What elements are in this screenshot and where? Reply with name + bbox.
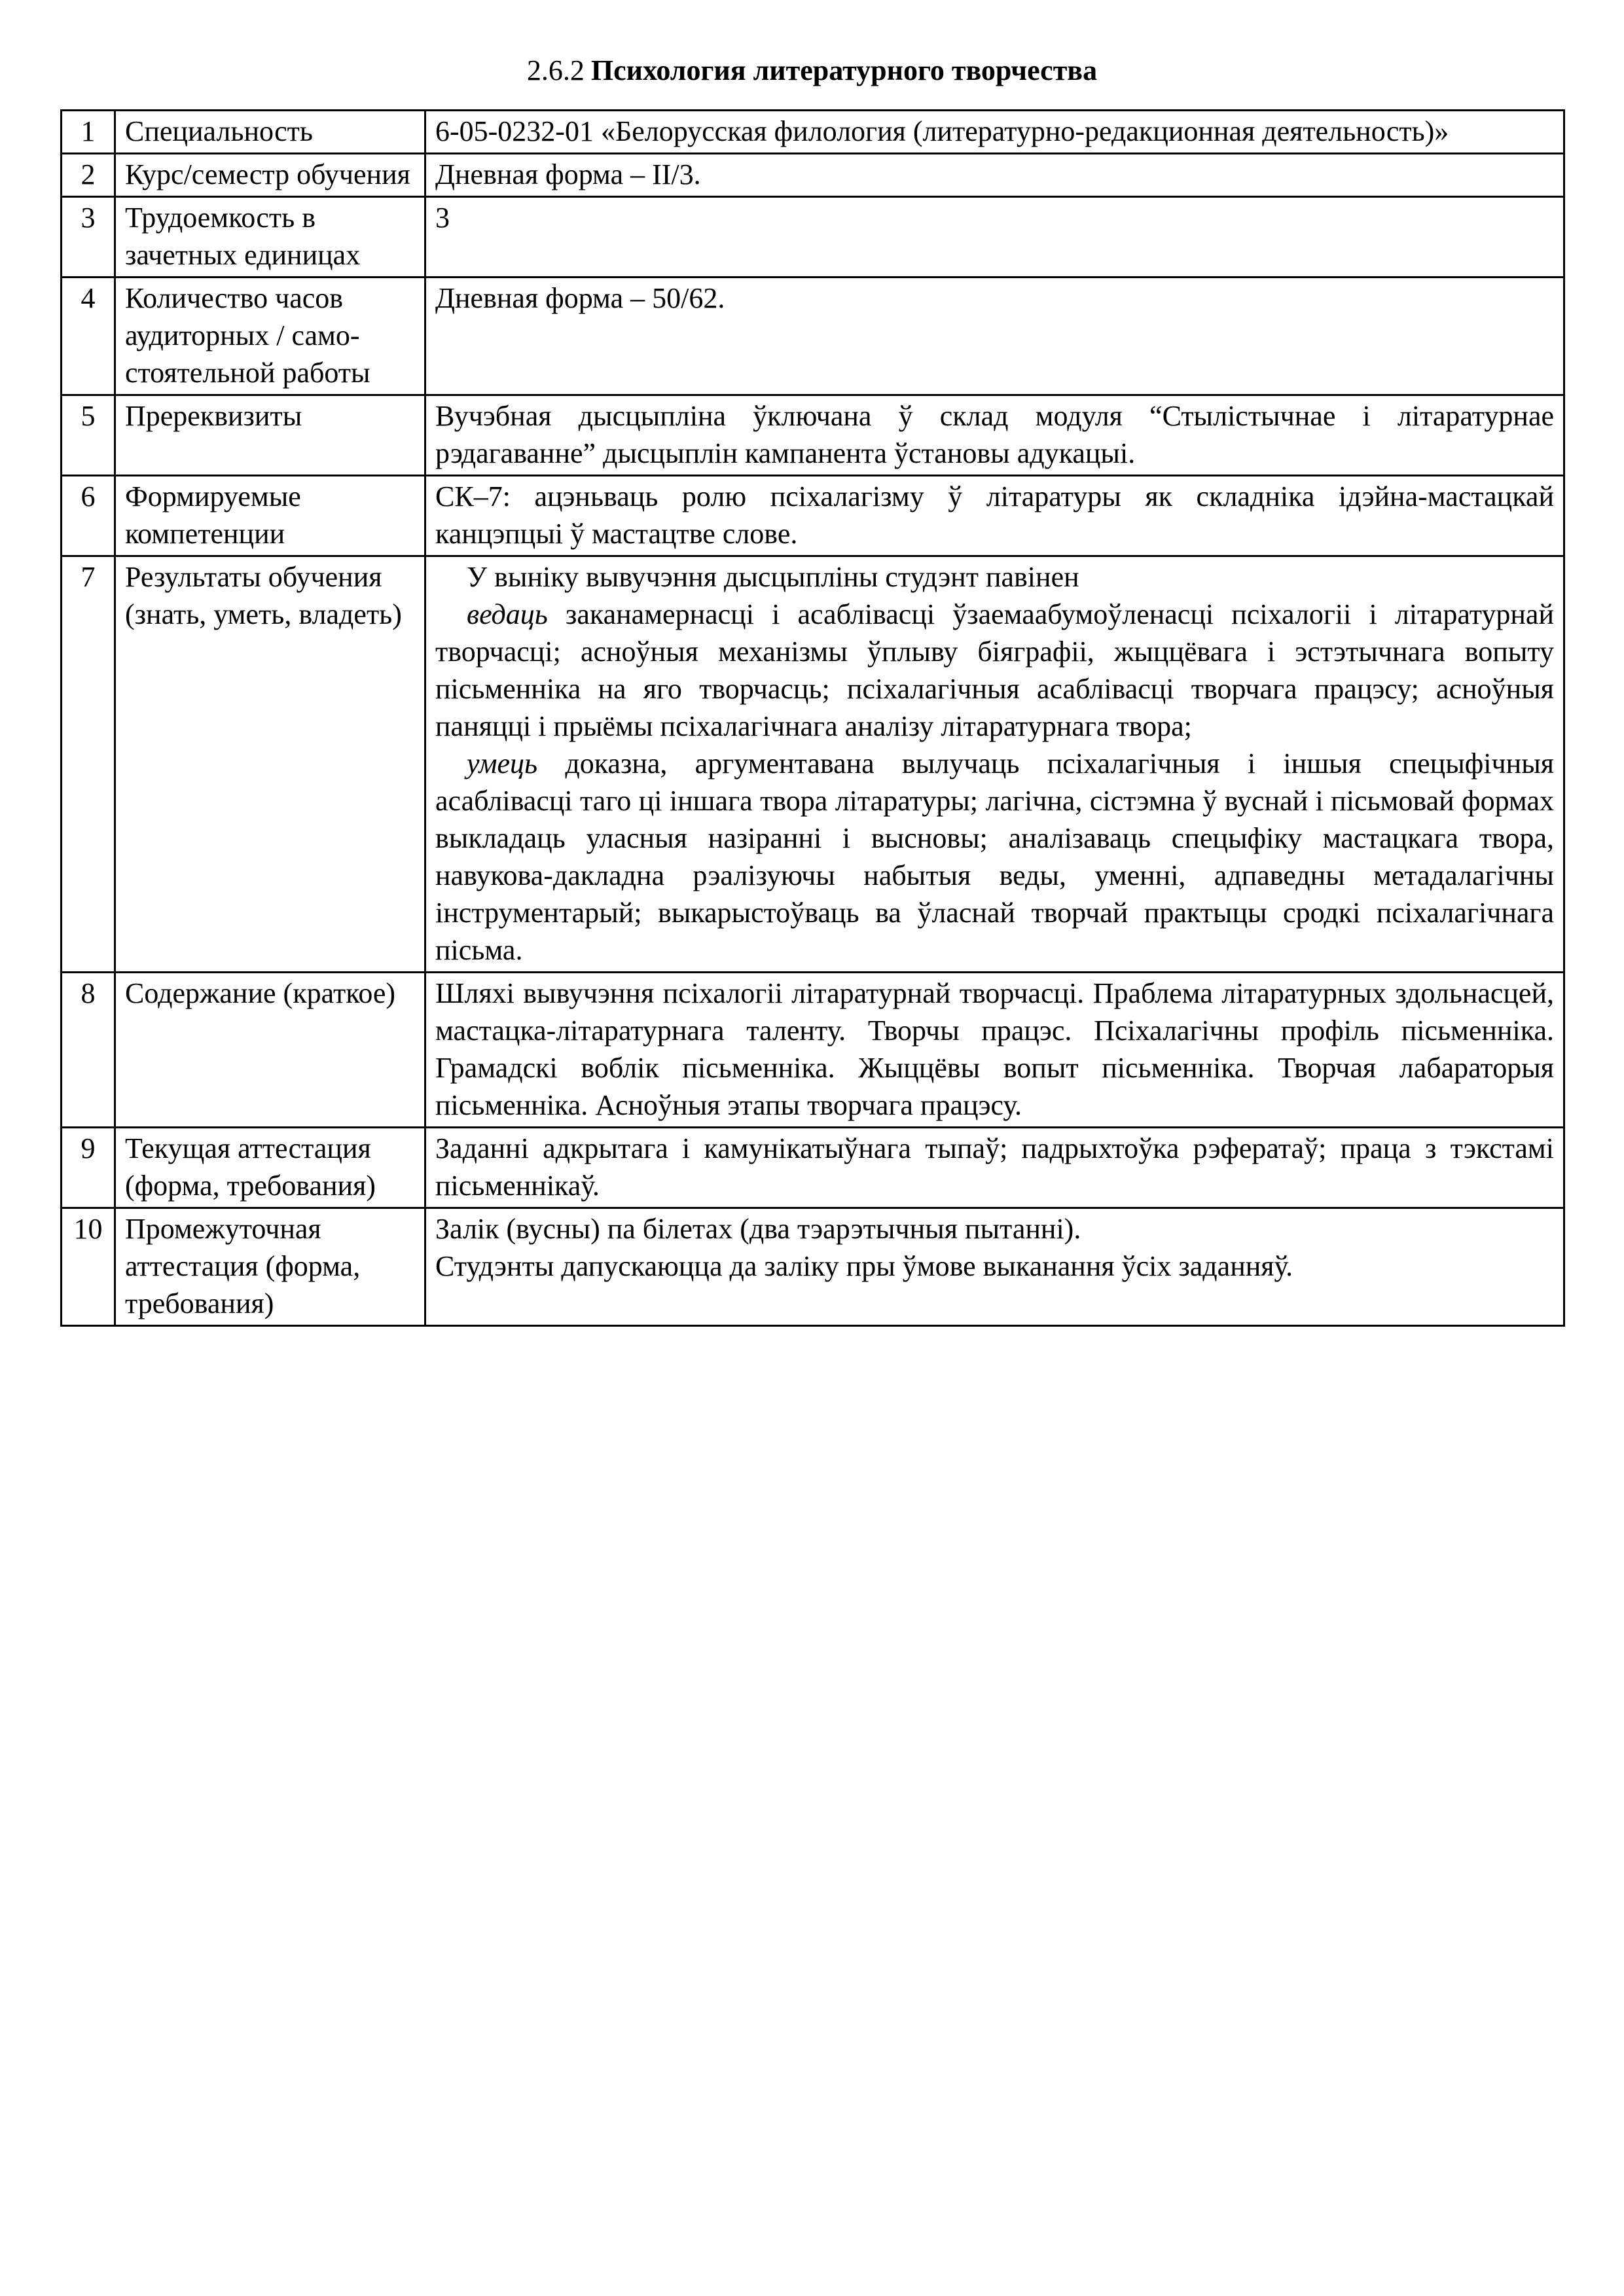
- table-row: [62, 476, 1564, 556]
- row-label: Результаты обучения (знать, уметь, владеть): [115, 556, 425, 973]
- know-text: заканамернасці і асаблівасці ўзаемаабумоўленасці псіхалогіі і літаратурнай творчасці; асноўныя механізмы ўплыву біяграфіі, жыццёвага і эстэтычнага вопыту пісьменніка на яго творчасць; псіхалагічныя асаблівасці творчага працэсу; асноўныя паняцці і прыёмы псіхалагічнага аналізу літаратурнага твора;: [435, 598, 1554, 742]
- table-row: [62, 278, 1564, 395]
- attestation-line: Студэнты дапускаюцца да заліку пры ўмове выканання ўсіх заданняў.: [435, 1250, 1293, 1282]
- row-label: Промежуточная аттестация (форма, требования): [115, 1208, 425, 1326]
- row-label: Текущая аттестация (форма, требования): [115, 1128, 425, 1208]
- row-label: Количество часов аудиторных / само-стоятельной работы: [115, 278, 425, 395]
- row-value: [425, 1208, 1564, 1326]
- row-label: Пререквизиты: [115, 395, 425, 476]
- row-number: 7: [62, 556, 115, 973]
- row-number: 8: [62, 973, 115, 1128]
- know-keyword: ведаць: [467, 598, 548, 630]
- syllabus-table: [60, 109, 1565, 1327]
- row-number: 10: [62, 1208, 115, 1326]
- attestation-line: Залік (вусны) па білетах (два тэарэтычныя пытанні).: [435, 1213, 1081, 1245]
- row-label: Курс/семестр обучения: [115, 154, 425, 197]
- row-number: 5: [62, 395, 115, 476]
- row-value: Вучэбная дысцыпліна ўключана ў склад модуля “Стылістычнае і літаратурнае рэдагаванне” дысцыплін кампанента ўстановы адукацыі.: [425, 395, 1564, 476]
- section-title: Психология литературного творчества: [590, 54, 1098, 86]
- table-row: [62, 154, 1564, 197]
- row-value: Заданні адкрытага і камунікатыўнага тыпаў; падрыхтоўка рэфератаў; праца з тэкстамі пісьменнікаў.: [425, 1128, 1564, 1208]
- table-row: [62, 111, 1564, 154]
- table-row: [62, 556, 1564, 973]
- row-label: Формируемые компетенции: [115, 476, 425, 556]
- row-label: Трудоемкость в зачетных единицах: [115, 197, 425, 278]
- row-value: Шляхі вывучэння псіхалогіі літаратурнай творчасці. Праблема літаратурных здольнасцей, мастацка-літаратурнага таленту. Творчы працэс. Псіхалагічны профіль пісьменніка. Грамадскі воблік пісьменніка. Жыццёвы вопыт пісьменніка. Творчая лабараторыя пісьменніка. Асноўныя этапы творчага працэсу.: [425, 973, 1564, 1128]
- can-text: доказна, аргументавана вылучаць псіхалагічныя і іншыя спецыфічныя асаблівасці таго ці іншага твора літаратуры; лагічна, сістэмна ў вуснай і пісьмовай формах выкладаць уласныя назіранні і высновы; аналізаваць спецыфіку мастацкага твора, навукова-дакладна рэалізуючы набытыя веды, уменні, адпаведны метадалагічны інструментарый; выкарыстоўваць ва ўласнай творчай практыцы сродкі псіхалагічнага пісьма.: [435, 747, 1554, 966]
- row-number: 3: [62, 197, 115, 278]
- row-value: 3: [425, 197, 1564, 278]
- outcomes-intro: У выніку вывучэння дысцыпліны студэнт павінен: [467, 561, 1079, 593]
- learning-outcomes: [425, 556, 1564, 973]
- section-number: 2.6.2: [526, 54, 585, 86]
- table-row: [62, 1128, 1564, 1208]
- outcomes-know: [435, 596, 1554, 745]
- row-label: Содержание (краткое): [115, 973, 425, 1128]
- row-value: 6-05-0232-01 «Белорусская филология (литературно-редакционная деятельность)»: [425, 111, 1564, 154]
- table-row: [62, 197, 1564, 278]
- row-label: Специальность: [115, 111, 425, 154]
- section-heading: [0, 54, 1624, 88]
- table-row: [62, 395, 1564, 476]
- table-row: [62, 973, 1564, 1128]
- row-value: Дневная форма – II/3.: [425, 154, 1564, 197]
- row-number: 6: [62, 476, 115, 556]
- row-value: СК–7: ацэньваць ролю псіхалагізму ў літаратуры як складніка ідэйна-мастацкай канцэпцыі ў мастацтве слове.: [425, 476, 1564, 556]
- row-value: Дневная форма – 50/62.: [425, 278, 1564, 395]
- row-number: 2: [62, 154, 115, 197]
- can-keyword: умець: [467, 747, 538, 780]
- row-number: 4: [62, 278, 115, 395]
- outcomes-can: [435, 745, 1554, 969]
- row-number: 1: [62, 111, 115, 154]
- row-number: 9: [62, 1128, 115, 1208]
- table-row: [62, 1208, 1564, 1326]
